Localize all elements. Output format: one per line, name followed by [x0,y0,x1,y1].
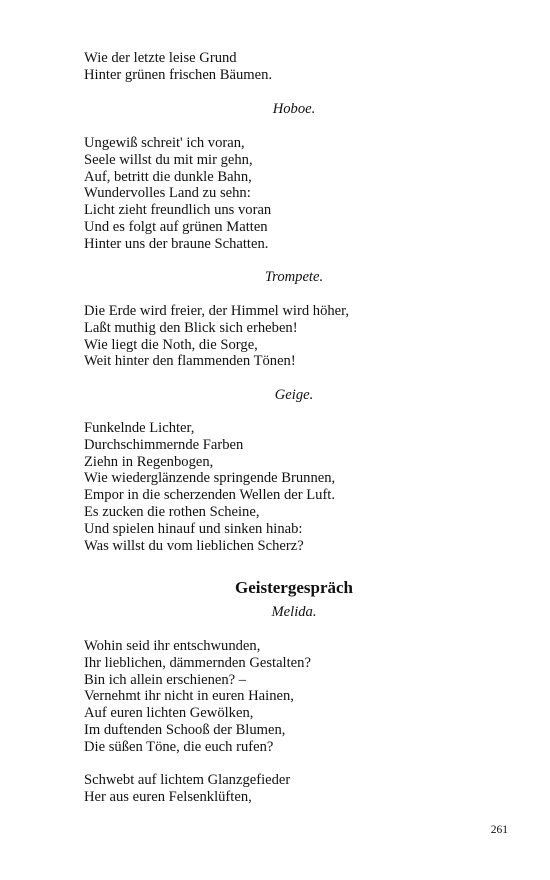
verse-line: Ihr lieblichen, dämmernden Gestalten? [84,654,311,671]
verse-line: Empor in die scherzenden Wellen der Luft. [84,487,336,504]
speaker-trompete: Trompete. [264,269,324,285]
stanza-intro [84,50,272,84]
verse-line: Wie der letzte leise Grund [84,50,237,66]
speaker-hoboe: Hoboe. [272,101,316,117]
verse-line: Her aus euren Felsenklüften, [84,788,252,805]
verse-line: Es zucken die rothen Scheine, [84,503,260,520]
verse-line: Die Erde wird freier, der Himmel wird höher, [84,303,350,319]
verse-line: Und es folgt auf grünen Matten [84,218,268,235]
verse-line: Und spielen hinauf und sinken hinab: [84,520,303,537]
verse-line: Wundervolles Land zu sehn: [84,185,251,202]
stanza-geige [84,420,335,554]
verse-line: Durchschimmernde Farben [84,436,244,453]
stanza-trompete [84,303,349,370]
verse-line: Seele willst du mit mir gehn, [84,151,253,168]
verse-line: Weit hinter den flammenden Tönen! [84,353,296,370]
verse-line: Schwebt auf lichtem Glanzgefieder [84,772,291,788]
verse-line: Hinter grünen frischen Bäumen. [84,66,273,83]
verse-line: Ziehn in Regenbogen, [84,453,214,470]
verse-line: Auf, betritt die dunkle Bahn, [84,168,252,185]
page-number: 261 [490,824,508,836]
verse-line: Wohin seid ihr entschwunden, [84,638,261,654]
poem-title: Geistergespräch [234,578,354,597]
verse-line: Was willst du vom lieblichen Scherz? [84,537,304,554]
stanza-melida-2 [84,772,290,806]
verse-line: Wie liegt die Noth, die Sorge, [84,336,258,353]
verse-line: Auf euren lichten Gewölken, [84,705,254,722]
verse-line: Im duftenden Schooß der Blumen, [84,721,286,738]
verse-line: Ungewiß schreit' ich voran, [84,135,245,151]
speaker-geige: Geige. [274,387,314,403]
speaker-melida: Melida. [271,604,317,620]
verse-line: Hinter uns der braune Schatten. [84,235,269,252]
verse-line: Bin ich allein erschienen? – [84,671,247,688]
verse-line: Die süßen Töne, die euch rufen? [84,738,274,755]
verse-line: Wie wiederglänzende springende Brunnen, [84,470,336,487]
verse-line: Vernehmt ihr nicht in euren Hainen, [84,688,294,705]
verse-line: Funkelnde Lichter, [84,420,195,436]
verse-line: Laßt muthig den Blick sich erheben! [84,319,298,336]
stanza-hoboe [84,135,271,253]
stanza-melida-1 [84,638,311,756]
verse-line: Licht zieht freundlich uns voran [84,202,272,219]
